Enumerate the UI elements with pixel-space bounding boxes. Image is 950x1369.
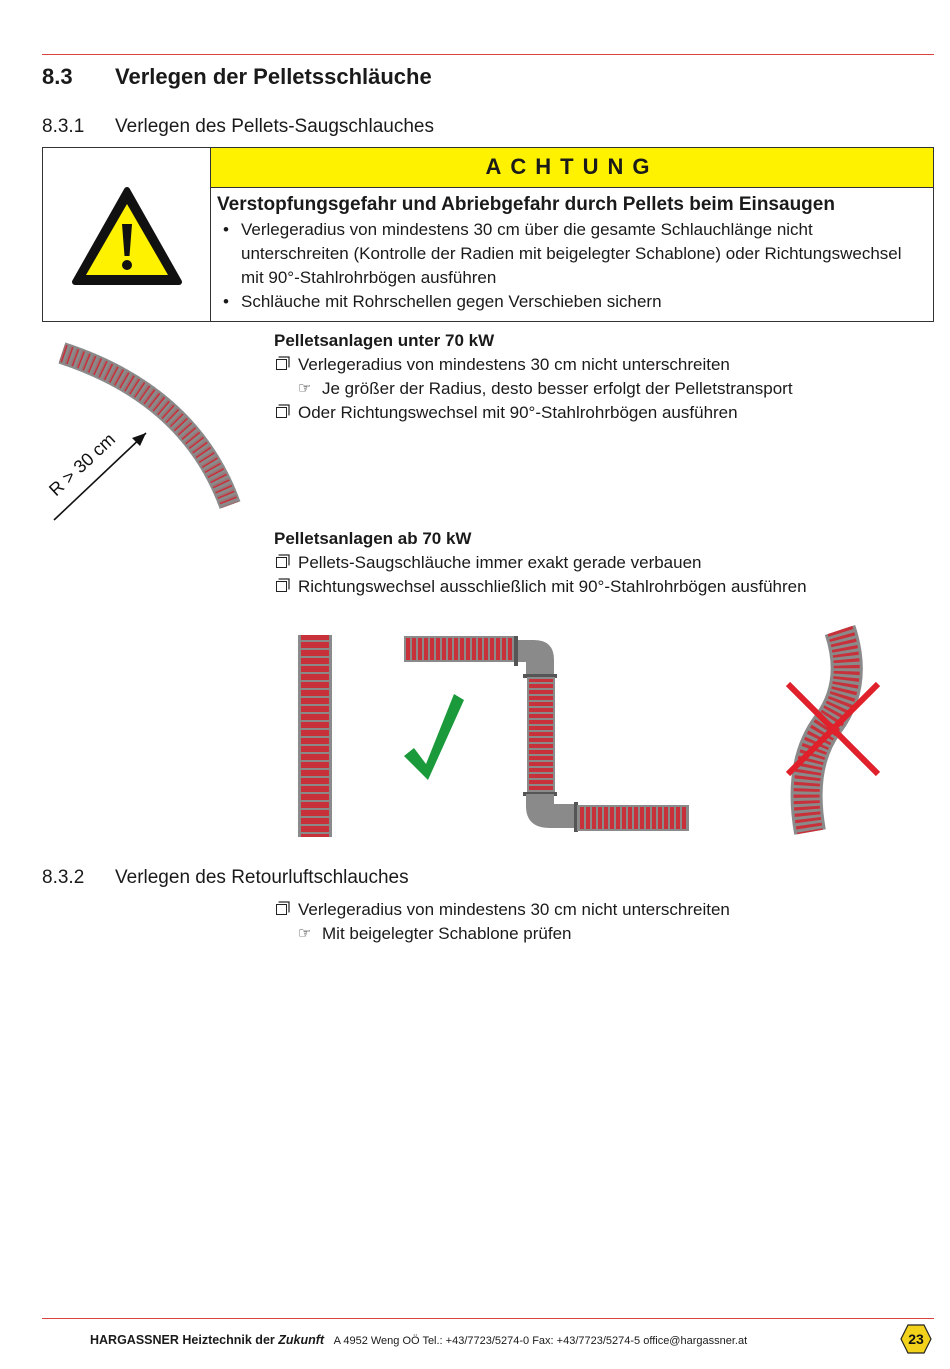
footer-brand: HARGASSNER Heiztechnik der xyxy=(90,1333,275,1347)
cross-icon xyxy=(788,684,878,774)
subsection-heading-2 xyxy=(42,867,409,889)
top-rule xyxy=(42,54,934,55)
under-70kw-hint xyxy=(274,377,793,401)
radius-label: R > 30 cm xyxy=(45,429,120,500)
retour-hint-text: Mit beigelegter Schablone prüfen xyxy=(322,924,572,943)
under-70kw-item-2: Oder Richtungswechsel mit 90°-Stahlrohrbögen ausführen xyxy=(274,401,793,425)
footer-address: A 4952 Weng OÖ Tel.: +43/7723/5274-0 Fax: +43/7723/5274-5 office@hargassner.at xyxy=(333,1335,748,1347)
pointing-hand-icon-2: ☞ xyxy=(298,925,312,942)
subsection-number-1: 8.3.1 xyxy=(42,116,85,137)
section-title: Verlegen der Pelletsschläuche xyxy=(115,64,432,89)
curved-hose-illustration xyxy=(40,335,260,535)
over-70kw-heading: Pelletsanlagen ab 70 kW xyxy=(274,529,472,548)
warning-list xyxy=(217,218,925,314)
under-70kw-item-1: Verlegeradius von mindestens 30 cm nicht unterschreiten xyxy=(274,353,793,377)
under-70kw-block xyxy=(274,329,793,425)
retour-hint xyxy=(274,922,730,946)
warning-triangle-icon xyxy=(71,186,183,286)
elbow-hose-illustration xyxy=(404,634,690,834)
warning-header: ACHTUNG xyxy=(211,148,933,188)
page-number: 23 xyxy=(908,1331,924,1347)
section-heading xyxy=(42,64,432,90)
over-70kw-block xyxy=(274,527,807,599)
subsection-heading-1 xyxy=(42,116,434,138)
warning-item-2: • Schläuche mit Rohrschellen gegen Verschieben sichern xyxy=(217,290,925,314)
warning-box xyxy=(42,147,934,322)
warning-title: Verstopfungsgefahr und Abriebgefahr durch Pellets beim Einsaugen xyxy=(217,194,835,215)
over-70kw-item-2: Richtungswechsel ausschließlich mit 90°-Stahlrohrbögen ausführen xyxy=(274,575,807,599)
subsection-number-2: 8.3.2 xyxy=(42,867,85,888)
warning-icon-cell xyxy=(43,148,211,321)
footer xyxy=(90,1333,747,1347)
warning-body xyxy=(217,192,925,314)
footer-brand-italic: Zukunft xyxy=(278,1333,325,1347)
subsection-title-2: Verlegen des Retourluftschlauches xyxy=(115,867,409,888)
under-70kw-hint-text: Je größer der Radius, desto besser erfolgt der Pelletstransport xyxy=(322,379,793,398)
under-70kw-heading: Pelletsanlagen unter 70 kW xyxy=(274,331,495,350)
retour-block xyxy=(274,898,730,946)
over-70kw-item-1: Pellets-Saugschläuche immer exakt gerade verbauen xyxy=(274,551,807,575)
retour-item-1: Verlegeradius von mindestens 30 cm nicht unterschreiten xyxy=(274,898,730,922)
pointing-hand-icon: ☞ xyxy=(298,380,312,397)
subsection-title-1: Verlegen des Pellets-Saugschlauches xyxy=(115,116,434,137)
bottom-rule xyxy=(42,1318,934,1319)
page-number-badge xyxy=(900,1324,932,1354)
section-number: 8.3 xyxy=(42,64,73,89)
straight-hose-illustration xyxy=(296,635,336,837)
warning-item-1: • Verlegeradius von mindestens 30 cm über die gesamte Schlauchlänge nicht unterschreiten (Kontrolle der Radien mit beigelegter Schablone) oder Richtungswechsel mit 90°-Stahlrohrbögen ausführen xyxy=(217,218,925,290)
